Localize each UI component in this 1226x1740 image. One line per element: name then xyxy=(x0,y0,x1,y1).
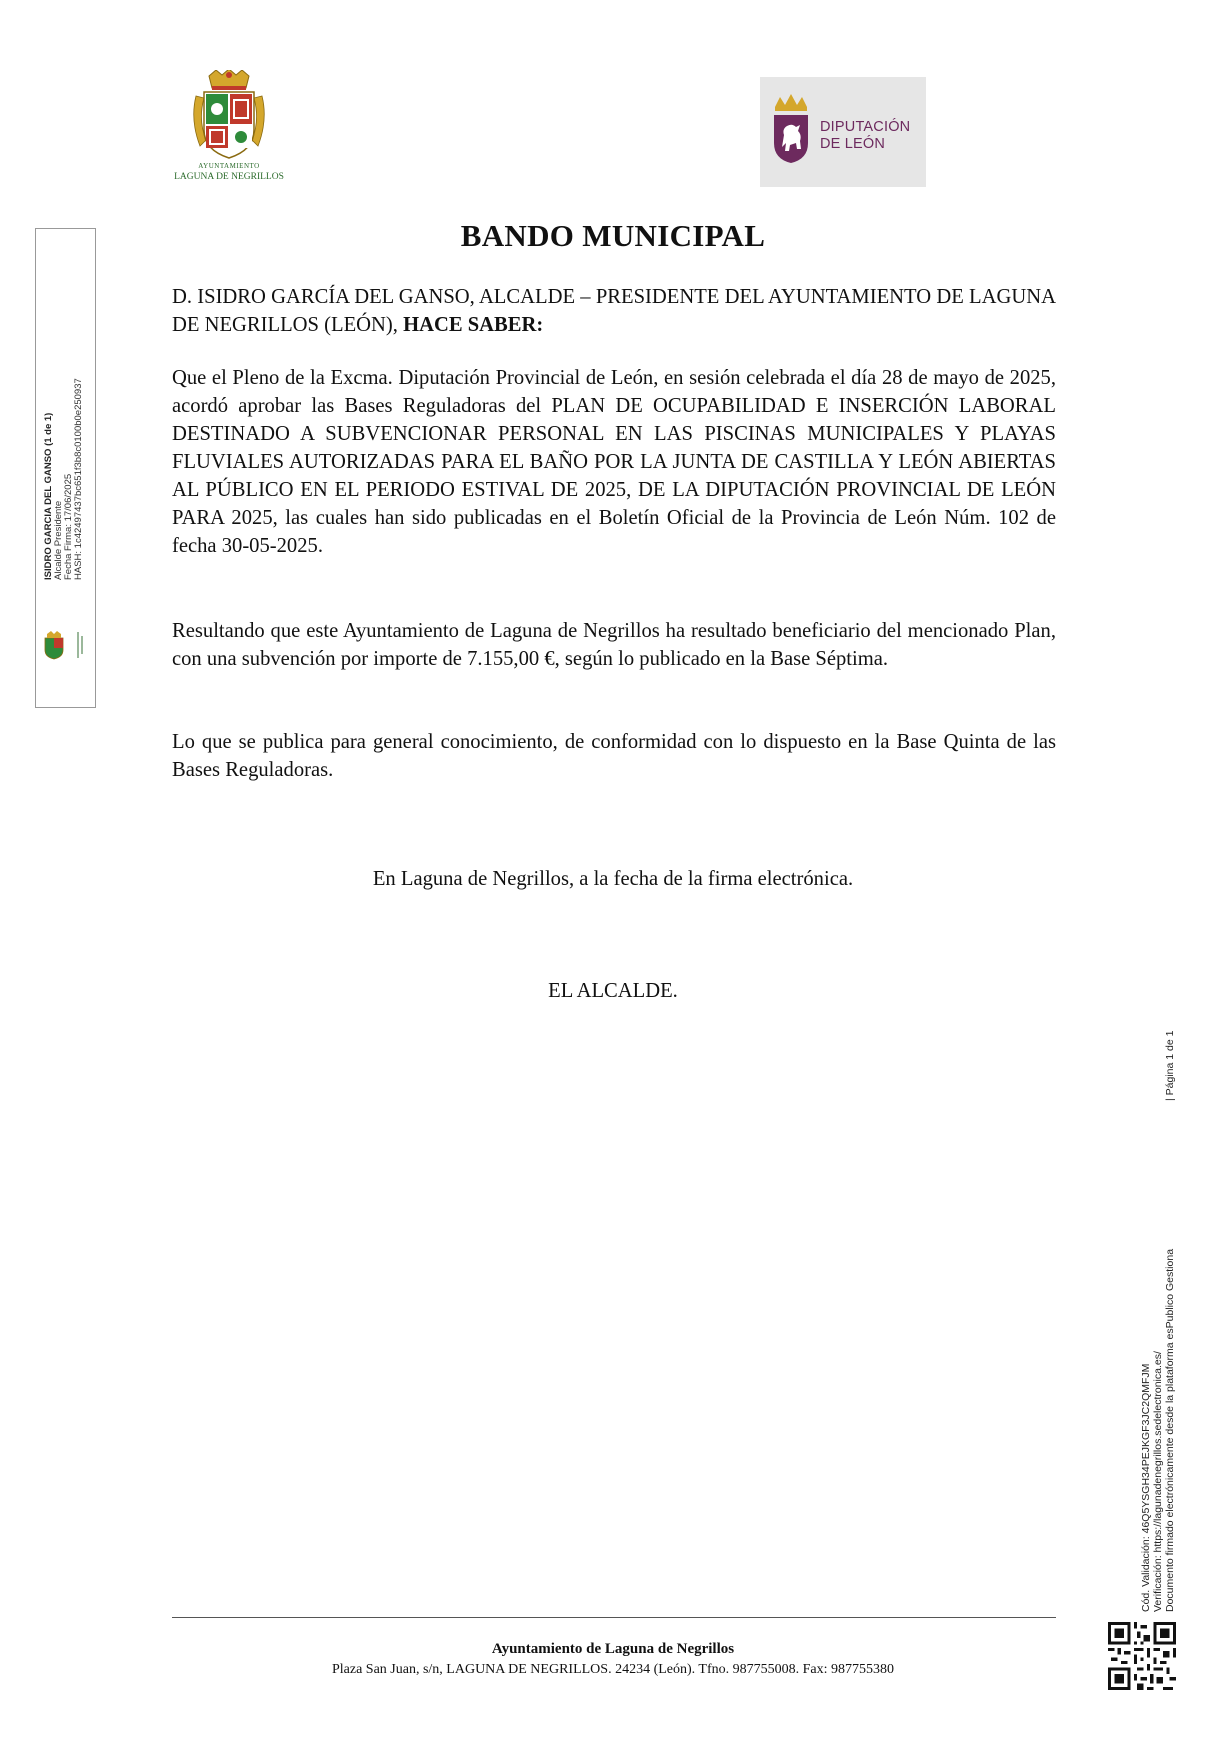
validation-platform: Documento firmado electrónicamente desde la plataforma esPublico Gestiona xyxy=(1164,1248,1176,1612)
signer-line: EL ALCALDE. xyxy=(548,980,678,1002)
intro-paragraph xyxy=(172,283,1056,339)
paragraph-publication: Lo que se publica para general conocimiento, de conformidad con lo dispuesto en la Base Quinta de las Bases Reguladoras. xyxy=(172,731,1056,781)
closing-line: En Laguna de Negrillos, a la fecha de la firma electrónica. xyxy=(372,868,854,890)
signature-date: Fecha Firma: 17/06/2025 xyxy=(63,473,74,580)
paragraph-subsidy: Resultando que este Ayuntamiento de Laguna de Negrillos ha resultado beneficiario del mencionado Plan, con una subvención por importe de 7.155,00 €, según lo publicado en la Base Séptima. xyxy=(172,620,1056,670)
signature-seal-icon xyxy=(41,630,85,660)
coat-of-arms-caption-top: AYUNTAMIENTO xyxy=(198,162,260,170)
intro-bold-text: HACE SABER: xyxy=(403,314,544,336)
municipal-coat-of-arms-logo xyxy=(166,70,292,186)
diputacion-leon-logo xyxy=(760,77,926,187)
signature-signer-role: Alcalde Presidente xyxy=(53,500,64,580)
diputacion-logo-text xyxy=(820,119,910,153)
paragraph-plan-approval: Que el Pleno de la Excma. Diputación Provincial de León, en sesión celebrada el día 28 de mayo de 2025, acordó aprobar las Bases Reguladoras del PLAN DE OCUPABILIDAD E INSERCIÓN LABORAL DESTINADO A SUBVENCIONAR PERSONAL EN LAS PISCINAS MUNICIPALES Y PLAYAS FLUVIALES AUTORIZADAS PARA EL BAÑO POR LA JUNTA DE CASTILLA Y LEÓN ABIERTAS AL PÚBLICO EN EL PERIODO ESTIVAL DE 2025, DE LA DIPUTACIÓN PROVINCIAL DE LEÓN PARA 2025, las cuales han sido publicadas en el Boletín Oficial de la Provincia de León Núm. 102 de fecha 30-05-2025. xyxy=(172,367,1056,557)
footer-divider xyxy=(172,1617,1056,1618)
diputacion-crown-lion-icon xyxy=(760,77,820,187)
signature-signer-name: ISIDRO GARCIA DEL GANSO (1 de 1) xyxy=(43,412,54,580)
validation-page-count: | Página 1 de 1 xyxy=(1164,1030,1176,1101)
signature-hash: HASH: 1c42497437bc651f3b8c0100b0e250937 xyxy=(73,378,84,580)
coat-of-arms-icon xyxy=(166,70,292,162)
document-title: BANDO MUNICIPAL xyxy=(460,218,766,253)
coat-of-arms-caption-bottom: LAGUNA DE NEGRILLOS xyxy=(174,172,284,182)
validation-code: Cód. Validación: 46Q5YSGH34PEJKGF3JC2QMFJM xyxy=(1140,1363,1152,1612)
footer-address: Plaza San Juan, s/n, LAGUNA DE NEGRILLOS. 24234 (León). Tfno. 987755008. Fax: 987755380 xyxy=(331,1662,895,1677)
diputacion-logo-line1: DIPUTACIÓN xyxy=(820,119,911,135)
diputacion-logo-line2: DE LEÓN xyxy=(820,136,886,152)
intro-text: D. ISIDRO GARCÍA DEL GANSO, ALCALDE – PRESIDENTE DEL AYUNTAMIENTO DE LAGUNA DE NEGRILLOS (LEÓN), xyxy=(172,286,1056,336)
footer-organization-name: Ayuntamiento de Laguna de Negrillos xyxy=(491,1641,735,1657)
validation-url: Verificación: https://lagunadenegrillos.sedelectronica.es/ xyxy=(1152,1351,1164,1612)
